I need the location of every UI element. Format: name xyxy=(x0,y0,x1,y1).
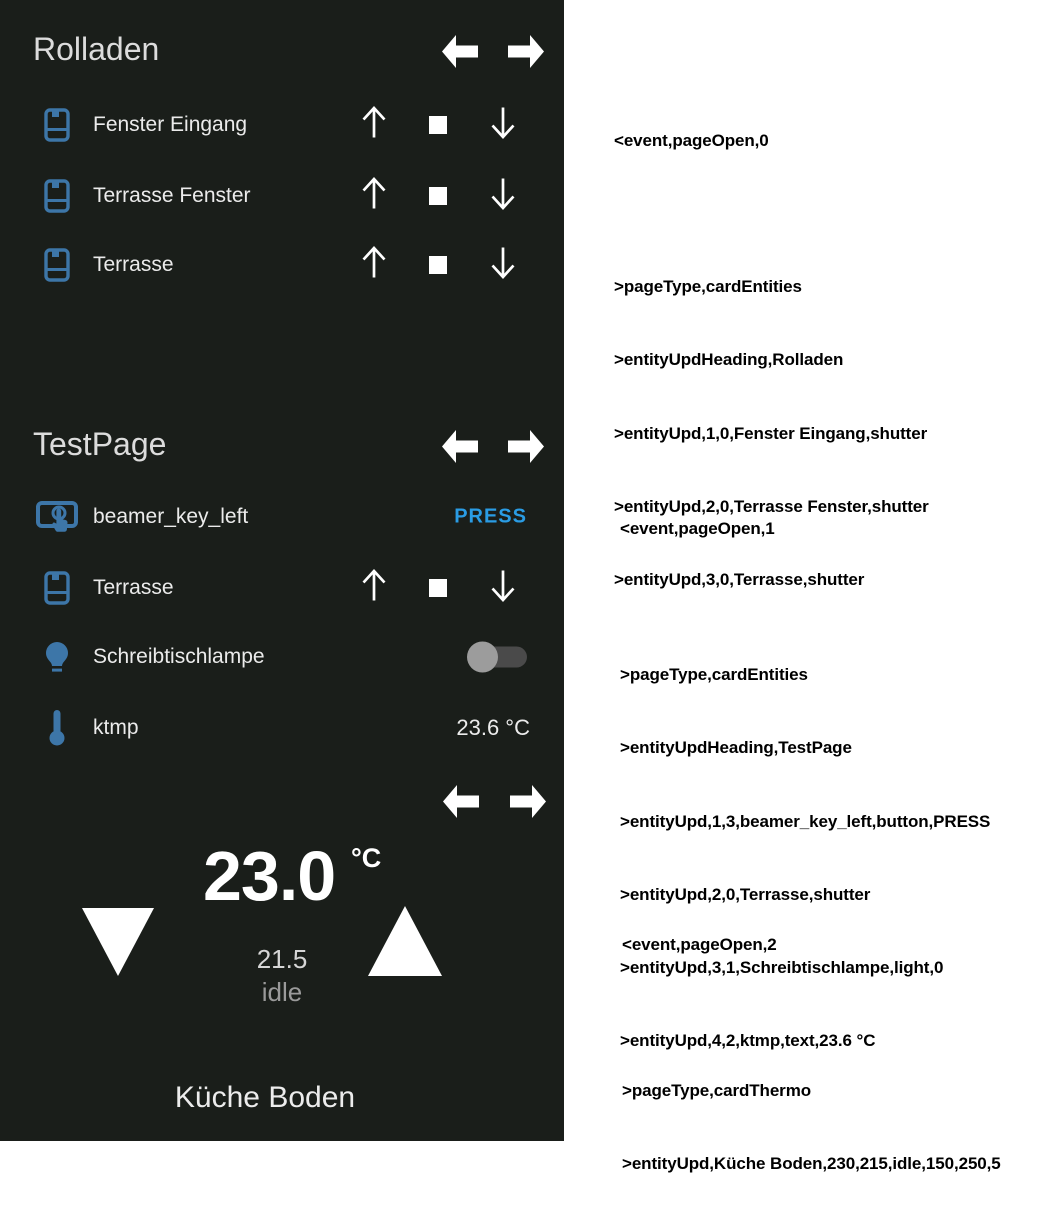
entity-label: Schreibtischlampe xyxy=(93,645,265,668)
arrow-up-icon xyxy=(358,567,390,605)
nav-next-button[interactable] xyxy=(510,785,546,818)
protocol-line: >entityUpd,1,0,Fenster Eingang,shutter xyxy=(614,423,928,443)
nav-next-button[interactable] xyxy=(508,35,544,68)
nav-prev-button[interactable] xyxy=(442,35,478,68)
protocol-block xyxy=(622,884,1001,1226)
protocol-gap xyxy=(614,202,929,226)
protocol-line: >entityUpd,2,0,Terrasse Fenster,shutter xyxy=(614,496,929,516)
entity-label: beamer_key_left xyxy=(93,505,249,528)
window-shutter-icon xyxy=(44,248,70,282)
shutter-down-button[interactable] xyxy=(487,104,519,147)
thermostat-state: idle xyxy=(261,977,303,1007)
thermostat-name: Küche Boden xyxy=(174,1081,356,1114)
shutter-down-button[interactable] xyxy=(487,567,519,610)
arrow-left-icon xyxy=(443,785,479,818)
entity-row xyxy=(0,489,564,545)
entity-row xyxy=(0,168,564,224)
arrow-right-icon xyxy=(510,785,546,818)
lightbulb-icon xyxy=(42,640,72,674)
entity-row xyxy=(0,237,564,293)
protocol-line: >pageType,cardEntities xyxy=(614,277,802,297)
entity-label: Terrasse Fenster xyxy=(93,184,251,207)
arrow-down-icon xyxy=(487,104,519,142)
shutter-stop-button[interactable] xyxy=(429,187,447,205)
protocol-gap xyxy=(622,1006,1001,1030)
shutter-up-button[interactable] xyxy=(358,567,390,610)
stop-square-icon xyxy=(429,579,447,597)
stop-square-icon xyxy=(429,116,447,134)
nav-prev-button[interactable] xyxy=(442,430,478,463)
protocol-line: >entityUpd,Küche Boden,230,215,idle,150,250,5 xyxy=(622,1154,1001,1174)
nav-prev-button[interactable] xyxy=(443,785,479,818)
protocol-event-line: <event,pageOpen,2 xyxy=(622,934,777,954)
arrow-left-icon xyxy=(442,35,478,68)
shutter-stop-button[interactable] xyxy=(429,256,447,274)
protocol-gap xyxy=(620,590,990,614)
arrow-up-icon xyxy=(358,244,390,282)
entity-label: Terrasse xyxy=(93,576,174,599)
entity-row xyxy=(0,629,564,685)
target-temperature: 21.5 xyxy=(256,944,308,974)
shutter-stop-button[interactable] xyxy=(429,116,447,134)
press-button[interactable]: PRESS xyxy=(454,505,527,528)
thermometer-icon xyxy=(48,708,66,748)
protocol-event-line: <event,pageOpen,0 xyxy=(614,130,769,150)
protocol-event-line: <event,pageOpen,1 xyxy=(620,518,775,538)
protocol-line: >entityUpd,3,1,Schreibtischlampe,light,0 xyxy=(620,958,944,978)
stop-square-icon xyxy=(429,256,447,274)
arrow-right-icon xyxy=(508,430,544,463)
entity-label: ktmp xyxy=(93,716,139,739)
entity-value: 23.6 °C xyxy=(456,715,530,740)
protocol-line: >pageType,cardEntities xyxy=(620,665,808,685)
arrow-up-icon xyxy=(358,104,390,142)
page-title: TestPage xyxy=(33,426,167,462)
entity-row xyxy=(0,700,564,756)
entity-row xyxy=(0,97,564,153)
page-title: Rolladen xyxy=(33,31,160,67)
protocol-line: >entityUpdHeading,Rolladen xyxy=(614,350,844,370)
shutter-up-button[interactable] xyxy=(358,244,390,287)
toggle-knob xyxy=(467,642,498,673)
arrow-down-icon xyxy=(487,175,519,213)
gesture-tap-button-icon xyxy=(36,498,78,536)
window-shutter-icon xyxy=(44,571,70,605)
stop-square-icon xyxy=(429,187,447,205)
shutter-down-button[interactable] xyxy=(487,244,519,287)
light-toggle[interactable] xyxy=(467,642,527,673)
arrow-right-icon xyxy=(508,35,544,68)
window-shutter-icon xyxy=(44,179,70,213)
shutter-up-button[interactable] xyxy=(358,175,390,218)
entity-row xyxy=(0,560,564,616)
entity-label: Terrasse xyxy=(93,253,174,276)
shutter-up-button[interactable] xyxy=(358,104,390,147)
protocol-line: >entityUpd,1,3,beamer_key_left,button,PRESS xyxy=(620,811,991,831)
protocol-line: >entityUpd,3,0,Terrasse,shutter xyxy=(614,570,865,590)
shutter-stop-button[interactable] xyxy=(429,579,447,597)
protocol-line: >entityUpd,2,0,Terrasse,shutter xyxy=(620,884,871,904)
arrow-left-icon xyxy=(442,430,478,463)
protocol-line: >entityUpdHeading,TestPage xyxy=(620,738,852,758)
arrow-up-icon xyxy=(358,175,390,213)
arrow-down-icon xyxy=(487,244,519,282)
entity-label: Fenster Eingang xyxy=(93,113,248,136)
nav-next-button[interactable] xyxy=(508,430,544,463)
current-temperature: 23.0 xyxy=(203,837,336,915)
arrow-down-icon xyxy=(487,567,519,605)
window-shutter-icon xyxy=(44,108,70,142)
protocol-line: >pageType,cardThermo xyxy=(622,1081,811,1101)
temperature-unit: °C xyxy=(351,843,382,873)
shutter-down-button[interactable] xyxy=(487,175,519,218)
protocol-line: >entityUpd,4,2,ktmp,text,23.6 °C xyxy=(620,1031,876,1051)
